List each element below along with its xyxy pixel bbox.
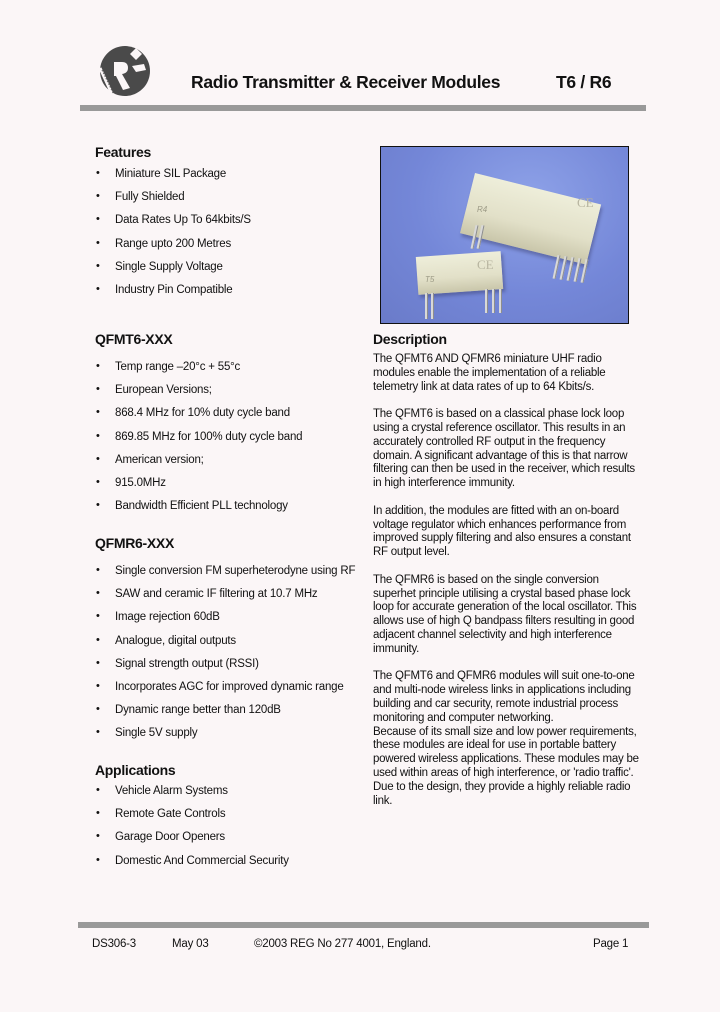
bullet-icon: • — [96, 259, 100, 272]
list-item: • Garage Door Openers — [96, 830, 225, 844]
receiver-module-image — [460, 173, 601, 265]
list-item: • 915.0MHz — [96, 475, 166, 489]
list-item: • Analogue, digital outputs — [96, 633, 236, 647]
list-item: • Signal strength output (RSSI) — [96, 656, 259, 670]
list-item: • Image rejection 60dB — [96, 610, 220, 624]
applications-list — [95, 784, 289, 877]
module-pin — [499, 289, 502, 313]
bullet-icon: • — [96, 656, 100, 669]
bullet-icon: • — [96, 564, 100, 576]
list-item: • Single conversion FM superheterodyne using RF — [96, 564, 356, 577]
bullet-icon: • — [96, 726, 100, 739]
ce-mark-icon: CE — [477, 257, 494, 272]
description-paragraph: Because of its small size and low power requirements, these modules are ideal for use in portable battery powered wireless applications. These modules may be used within areas of high interference, or 'radio traffic'. Due to the design, they provide a highly reliable radio link. — [373, 725, 639, 807]
doc-date: May 03 — [172, 938, 209, 950]
list-item: • Single 5V supply — [96, 726, 198, 740]
qfmt6-section — [95, 331, 302, 522]
list-item: • Bandwidth Efficient PLL technology — [96, 499, 288, 513]
bullet-icon: • — [96, 853, 100, 866]
bullet-icon: • — [96, 807, 100, 820]
page-title: Radio Transmitter & Receiver Modules — [191, 72, 501, 92]
list-item: • SAW and ceramic IF filtering at 10.7 MHz — [96, 587, 318, 601]
bullet-icon: • — [96, 406, 100, 419]
model-number: T6 / R6 — [556, 72, 612, 92]
product-photo — [380, 146, 629, 324]
description-paragraph: The QFMR6 is based on the single conversion superhet principle utilising a crystal based phase lock loop for accurate generation of the local oscillator. This allows use of high Q bandpass filters resulting in good adjacent channel selectivity and high interference immunity. — [373, 573, 637, 655]
copyright: ©2003 REG No 277 4001, England. — [254, 938, 431, 950]
page-number: Page 1 — [593, 938, 629, 950]
applications-section — [95, 762, 289, 877]
module-pin — [492, 289, 495, 313]
description-paragraph: In addition, the modules are fitted with an on-board voltage regulator which enhances performance from improved supply filtering and also ensures a constant RF output level. — [373, 504, 631, 559]
features-heading: Features — [95, 144, 151, 160]
bullet-icon: • — [96, 383, 100, 396]
bullet-icon: • — [96, 190, 100, 203]
list-item: • Range upto 200 Metres — [96, 236, 231, 250]
bullet-icon: • — [96, 360, 100, 372]
bullet-icon: • — [96, 633, 100, 646]
list-item: • Vehicle Alarm Systems — [96, 784, 228, 797]
bullet-icon: • — [96, 830, 100, 843]
features-section — [95, 144, 251, 306]
list-item: • Data Rates Up To 64kbits/S — [96, 213, 251, 227]
module-pin — [485, 289, 488, 313]
list-item: • Single Supply Voltage — [96, 259, 223, 273]
list-item: • European Versions; — [96, 383, 212, 397]
qfmt6-list — [95, 360, 302, 522]
ce-mark-icon: CE — [577, 195, 594, 210]
list-item: • American version; — [96, 452, 204, 466]
qfmr6-list — [95, 564, 355, 750]
bullet-icon: • — [96, 429, 100, 442]
features-list — [95, 167, 251, 306]
module-pin — [431, 293, 434, 319]
description-body — [373, 353, 643, 808]
description-heading-wrap — [373, 331, 447, 347]
bullet-icon: • — [96, 282, 100, 295]
bullet-icon: • — [96, 475, 100, 488]
applications-heading: Applications — [95, 762, 176, 778]
list-item: • Remote Gate Controls — [96, 807, 226, 821]
list-item: • Domestic And Commercial Security — [96, 853, 289, 867]
bullet-icon: • — [96, 703, 100, 716]
list-item: • 869.85 MHz for 100% duty cycle band — [96, 429, 303, 443]
bullet-icon: • — [96, 499, 100, 512]
module-small-label: T5 — [425, 275, 435, 284]
doc-number: DS306-3 — [92, 938, 136, 950]
list-item: • Fully Shielded — [96, 190, 185, 204]
description-paragraph: The QFMT6 and QFMR6 modules will suit one-to-one and multi-node wireless links in applications including building and car security, remote industrial process monitoring and computer networking. — [373, 670, 635, 724]
module-pin — [425, 293, 428, 319]
description-paragraph: The QFMT6 is based on a classical phase lock loop using a crystal reference oscillator. This results in an accurately controlled RF output in the frequency domain. A significant advantage of this is that narrow filtering can then be used in the receiver, which results in high interference immunity. — [373, 408, 635, 490]
bullet-icon: • — [96, 610, 100, 623]
bullet-icon: • — [96, 167, 100, 179]
footer-divider — [78, 922, 649, 928]
rf-logo-icon — [98, 44, 152, 98]
qfmr6-heading: QFMR6-XXX — [95, 535, 174, 551]
qfmt6-heading: QFMT6-XXX — [95, 331, 173, 347]
header-divider — [80, 105, 646, 111]
list-item: • 868.4 MHz for 10% duty cycle band — [96, 406, 290, 420]
description-heading: Description — [373, 331, 447, 347]
bullet-icon: • — [96, 236, 100, 249]
qfmr6-section — [95, 535, 355, 750]
bullet-icon: • — [96, 213, 100, 226]
list-item: • Incorporates AGC for improved dynamic range — [96, 679, 344, 693]
bullet-icon: • — [96, 587, 100, 600]
description-paragraph: The QFMT6 AND QFMR6 miniature UHF radio modules enable the implementation of a reliable telemetry link at data rates of up to 64 Kbits/s. — [373, 353, 606, 393]
bullet-icon: • — [96, 452, 100, 465]
module-large-label: R4 — [477, 205, 488, 214]
bullet-icon: • — [96, 784, 100, 796]
bullet-icon: • — [96, 679, 100, 692]
list-item: • Miniature SIL Package — [96, 167, 227, 180]
list-item: • Industry Pin Compatible — [96, 282, 233, 296]
list-item: • Dynamic range better than 120dB — [96, 703, 281, 717]
list-item: • Temp range –20°c + 55°c — [96, 360, 241, 373]
